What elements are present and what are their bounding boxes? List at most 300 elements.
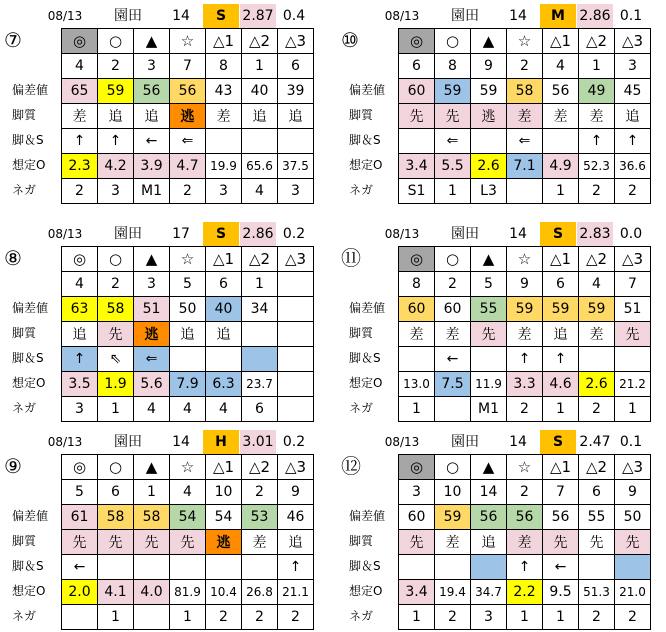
table-cell: 56 <box>543 505 579 530</box>
row-label: 脚質 <box>349 108 374 122</box>
table-cell: 逃 <box>134 322 170 347</box>
table-cell: 39 <box>278 79 314 104</box>
table-cell: 5 <box>471 272 507 297</box>
table-cell: 先 <box>615 530 651 555</box>
table-row <box>62 397 314 422</box>
table-cell: 7 <box>543 480 579 505</box>
table-cell: 51 <box>615 297 651 322</box>
table-cell: 23.7 <box>242 372 278 397</box>
table-cell: ↑ <box>62 347 98 372</box>
table-cell: ↑ <box>507 347 543 372</box>
table-cell: 56 <box>134 79 170 104</box>
table-cell: 19.4 <box>435 580 471 605</box>
race-panel <box>4 430 314 632</box>
header-value: 2.47 <box>579 434 611 450</box>
table-cell: 56 <box>471 505 507 530</box>
table-cell: ▲ <box>134 247 170 272</box>
header-value: 2.86 <box>577 4 613 28</box>
table-cell: ← <box>62 555 98 580</box>
table-cell: 差 <box>206 104 242 129</box>
table-cell: 1 <box>543 605 579 630</box>
table-cell: L3 <box>471 179 507 204</box>
table-row <box>399 54 651 79</box>
table-cell: 逃 <box>170 104 206 129</box>
table-cell: △3 <box>615 29 651 54</box>
table-cell: 10.4 <box>206 580 242 605</box>
table-cell <box>98 555 134 580</box>
table-row <box>62 347 314 372</box>
race-number: ⑫ <box>341 454 361 478</box>
table-cell <box>579 347 615 372</box>
table-cell: 差 <box>435 322 471 347</box>
table-cell: 4.2 <box>98 154 134 179</box>
table-cell: ○ <box>435 455 471 480</box>
table-row <box>62 129 314 154</box>
table-cell <box>278 322 314 347</box>
table-cell: 2 <box>435 605 471 630</box>
table-cell: 4.7 <box>170 154 206 179</box>
table-cell: 6 <box>579 480 615 505</box>
table-cell: 2.2 <box>507 580 543 605</box>
table-cell: 2 <box>579 397 615 422</box>
table-cell: ▲ <box>471 29 507 54</box>
table-cell: M1 <box>471 397 507 422</box>
race-header <box>4 4 314 28</box>
table-cell: ○ <box>98 455 134 480</box>
table-cell: 36.6 <box>615 154 651 179</box>
table-cell: 追 <box>170 322 206 347</box>
table-cell: 60 <box>399 79 435 104</box>
table-cell: 1 <box>134 480 170 505</box>
table-row <box>399 347 651 372</box>
table-row <box>62 247 314 272</box>
table-cell: 追 <box>615 104 651 129</box>
race-header <box>341 4 651 28</box>
table-cell: 53 <box>242 505 278 530</box>
table-cell: 2 <box>98 272 134 297</box>
race-number: ⑦ <box>4 28 22 52</box>
row-label: 偏差値 <box>349 509 386 523</box>
table-cell: 追 <box>134 104 170 129</box>
table-cell: 4 <box>170 397 206 422</box>
table-cell: △2 <box>242 455 278 480</box>
table-cell: 1 <box>435 179 471 204</box>
table-cell: 4 <box>62 272 98 297</box>
table-cell: 9 <box>471 54 507 79</box>
row-label: 脚＆S <box>12 133 44 147</box>
table-cell: 21.0 <box>615 580 651 605</box>
table-cell: 1 <box>242 272 278 297</box>
table-cell: 2 <box>62 179 98 204</box>
table-row <box>399 505 651 530</box>
header-count: 14 <box>509 226 527 242</box>
table-cell: 3 <box>98 179 134 204</box>
table-cell: 59 <box>435 79 471 104</box>
table-cell: 3 <box>471 605 507 630</box>
table-cell: 先 <box>399 530 435 555</box>
table-cell: 61 <box>62 505 98 530</box>
race-header <box>341 430 651 454</box>
table-cell: 差 <box>579 322 615 347</box>
table-cell <box>471 129 507 154</box>
table-cell <box>435 555 471 580</box>
table-cell: 5.5 <box>435 154 471 179</box>
header-value: 2.83 <box>577 222 613 246</box>
table-cell: 追 <box>62 322 98 347</box>
table-cell: 1 <box>98 605 134 630</box>
table-cell: 4 <box>62 54 98 79</box>
table-cell: ⇐ <box>134 347 170 372</box>
header-count: 14 <box>509 8 527 24</box>
table-cell: ↑ <box>543 347 579 372</box>
table-cell <box>543 129 579 154</box>
table-cell <box>278 129 314 154</box>
row-label: ネガ <box>349 183 374 197</box>
table-cell <box>242 322 278 347</box>
table-cell: 60 <box>435 297 471 322</box>
row-label: 偏差値 <box>349 301 386 315</box>
table-cell <box>471 347 507 372</box>
table-cell: ← <box>543 555 579 580</box>
table-cell <box>471 555 507 580</box>
table-cell: 55 <box>579 505 615 530</box>
table-cell: 5 <box>62 480 98 505</box>
header-venue: 園田 <box>114 226 142 242</box>
table-cell: 差 <box>62 104 98 129</box>
row-label: 想定O <box>349 376 383 390</box>
table-cell <box>278 272 314 297</box>
table-cell: △1 <box>206 29 242 54</box>
table-cell: 4 <box>579 272 615 297</box>
table-cell: ▲ <box>134 29 170 54</box>
table-cell <box>242 347 278 372</box>
table-cell: 先 <box>435 104 471 129</box>
race-number: ⑩ <box>341 28 359 52</box>
table-cell: ☆ <box>507 247 543 272</box>
table-cell: △1 <box>543 247 579 272</box>
table-cell: 34 <box>242 297 278 322</box>
header-venue: 園田 <box>451 8 479 24</box>
table-cell: 2 <box>206 605 242 630</box>
table-row <box>62 605 314 630</box>
row-label: 脚＆S <box>349 351 381 365</box>
header-diff: 0.1 <box>619 8 643 24</box>
race-body <box>4 246 314 424</box>
table-cell <box>399 347 435 372</box>
table-cell <box>615 555 651 580</box>
header-value: 2.87 <box>240 4 276 28</box>
table-row <box>62 104 314 129</box>
table-row <box>62 555 314 580</box>
row-label: 脚質 <box>349 534 374 548</box>
table-cell: 5 <box>170 272 206 297</box>
table-cell: 65 <box>62 79 98 104</box>
race-table <box>61 246 314 422</box>
table-cell: 7.9 <box>170 372 206 397</box>
table-cell: 先 <box>579 530 615 555</box>
table-cell: 56 <box>543 79 579 104</box>
race-header <box>4 222 314 246</box>
table-cell: 3.4 <box>399 154 435 179</box>
table-cell: 追 <box>471 530 507 555</box>
table-cell: 14 <box>471 480 507 505</box>
table-cell <box>170 347 206 372</box>
table-cell: 59 <box>543 297 579 322</box>
header-date: 08/13 <box>384 435 420 449</box>
table-cell: 50 <box>615 505 651 530</box>
table-cell: 21.2 <box>615 372 651 397</box>
table-row <box>399 129 651 154</box>
race-table <box>398 454 651 630</box>
table-cell: 1 <box>98 397 134 422</box>
table-cell: 差 <box>507 322 543 347</box>
table-cell: ☆ <box>507 455 543 480</box>
table-cell: 1 <box>543 397 579 422</box>
race-table <box>61 454 314 630</box>
table-cell: 3.5 <box>62 372 98 397</box>
race-panel <box>4 222 314 424</box>
table-cell <box>278 372 314 397</box>
table-cell: 差 <box>242 530 278 555</box>
table-cell <box>206 129 242 154</box>
race-header <box>4 430 314 454</box>
table-cell: 9 <box>507 272 543 297</box>
table-cell: 6 <box>242 397 278 422</box>
race-panel <box>341 430 651 632</box>
table-cell: 58 <box>134 505 170 530</box>
header-value: 3.01 <box>240 430 276 454</box>
table-cell: ← <box>134 129 170 154</box>
table-cell <box>615 347 651 372</box>
table-cell: 52.3 <box>579 154 615 179</box>
table-cell: 4 <box>206 397 242 422</box>
table-cell: 34.7 <box>471 580 507 605</box>
row-label: 想定O <box>12 158 46 172</box>
row-label: 偏差値 <box>12 509 49 523</box>
table-cell: 43 <box>206 79 242 104</box>
header-letter: S <box>540 222 576 246</box>
table-cell: ▲ <box>134 455 170 480</box>
table-cell: 50 <box>170 297 206 322</box>
table-row <box>399 322 651 347</box>
table-cell: △1 <box>543 29 579 54</box>
table-cell: 56 <box>170 79 206 104</box>
table-cell <box>579 555 615 580</box>
table-cell: ○ <box>98 247 134 272</box>
table-row <box>399 397 651 422</box>
table-cell: △3 <box>278 247 314 272</box>
table-cell: 先 <box>471 322 507 347</box>
table-cell <box>278 297 314 322</box>
table-cell: △2 <box>242 29 278 54</box>
table-cell: M1 <box>134 179 170 204</box>
table-cell: 7.1 <box>507 154 543 179</box>
table-cell: 3 <box>62 397 98 422</box>
table-cell <box>399 555 435 580</box>
table-cell <box>242 555 278 580</box>
table-cell: 2 <box>615 179 651 204</box>
table-cell: ↑ <box>98 129 134 154</box>
header-diff: 0.1 <box>619 434 643 450</box>
header-count: 17 <box>172 226 190 242</box>
table-cell: 1 <box>543 179 579 204</box>
table-cell: ☆ <box>170 247 206 272</box>
table-cell: 3.9 <box>134 154 170 179</box>
table-cell: ↑ <box>579 129 615 154</box>
table-row <box>62 54 314 79</box>
table-row <box>399 79 651 104</box>
table-cell: ◎ <box>399 247 435 272</box>
row-label: 脚＆S <box>349 559 381 573</box>
table-cell <box>170 555 206 580</box>
table-cell: 追 <box>206 322 242 347</box>
table-cell: 59 <box>579 297 615 322</box>
header-letter: M <box>540 4 576 28</box>
table-cell: 7 <box>615 272 651 297</box>
table-cell: 差 <box>507 530 543 555</box>
race-body <box>4 28 314 206</box>
table-cell: 追 <box>543 322 579 347</box>
header-venue: 園田 <box>451 434 479 450</box>
table-cell: 3 <box>134 54 170 79</box>
table-cell: 60 <box>399 505 435 530</box>
table-cell: ▲ <box>471 455 507 480</box>
header-count: 14 <box>172 434 190 450</box>
table-cell: ◎ <box>62 247 98 272</box>
table-cell: 2 <box>170 179 206 204</box>
table-cell: 2 <box>507 54 543 79</box>
table-row <box>399 605 651 630</box>
table-cell: ◎ <box>399 455 435 480</box>
table-cell: 先 <box>615 322 651 347</box>
header-diff: 0.2 <box>282 226 306 242</box>
table-cell: 4.9 <box>543 154 579 179</box>
table-cell: 10 <box>206 480 242 505</box>
table-cell: ▲ <box>471 247 507 272</box>
table-cell: 59 <box>507 297 543 322</box>
table-cell: 26.8 <box>242 580 278 605</box>
row-label: ネガ <box>349 609 374 623</box>
table-cell <box>399 129 435 154</box>
table-cell <box>242 129 278 154</box>
table-cell: 1 <box>399 397 435 422</box>
table-row <box>62 455 314 480</box>
table-row <box>399 247 651 272</box>
race-panel <box>4 4 314 206</box>
table-cell: 差 <box>435 530 471 555</box>
table-cell: 6 <box>278 54 314 79</box>
table-row <box>62 372 314 397</box>
table-row <box>399 455 651 480</box>
row-label: 脚質 <box>12 534 37 548</box>
table-cell: 55 <box>471 297 507 322</box>
table-cell: 56 <box>507 505 543 530</box>
row-label: 偏差値 <box>12 83 49 97</box>
table-cell: 8 <box>206 54 242 79</box>
table-cell: 8 <box>435 54 471 79</box>
row-label: 脚＆S <box>12 559 44 573</box>
table-row <box>62 297 314 322</box>
table-cell: 51.3 <box>579 580 615 605</box>
table-cell: ○ <box>435 29 471 54</box>
table-cell <box>278 347 314 372</box>
table-row <box>399 480 651 505</box>
row-label: 偏差値 <box>349 83 386 97</box>
table-cell <box>507 179 543 204</box>
table-cell: 5.6 <box>134 372 170 397</box>
race-table <box>398 246 651 422</box>
table-cell <box>134 605 170 630</box>
race-table <box>398 28 651 204</box>
table-cell: 37.5 <box>278 154 314 179</box>
table-row <box>62 530 314 555</box>
row-label: 脚＆S <box>12 351 44 365</box>
table-row <box>399 104 651 129</box>
table-cell: △3 <box>615 455 651 480</box>
table-cell: 差 <box>507 104 543 129</box>
table-cell: 13.0 <box>399 372 435 397</box>
table-cell: 2 <box>435 272 471 297</box>
table-cell: 逃 <box>471 104 507 129</box>
header-count: 14 <box>509 434 527 450</box>
table-cell: 81.9 <box>170 580 206 605</box>
table-cell: 1 <box>399 605 435 630</box>
table-cell: 1.9 <box>98 372 134 397</box>
row-label: 脚質 <box>349 326 374 340</box>
table-cell: △1 <box>206 455 242 480</box>
table-cell: △3 <box>278 455 314 480</box>
header-date: 08/13 <box>47 9 83 23</box>
table-cell: ⇖ <box>98 347 134 372</box>
table-cell: ↑ <box>278 555 314 580</box>
table-cell: 58 <box>507 79 543 104</box>
table-cell: 1 <box>507 605 543 630</box>
header-venue: 園田 <box>114 8 142 24</box>
row-label: ネガ <box>12 183 37 197</box>
table-row <box>62 179 314 204</box>
table-cell: 先 <box>170 530 206 555</box>
header-venue: 園田 <box>114 434 142 450</box>
header-venue: 園田 <box>451 226 479 242</box>
race-body <box>341 28 651 206</box>
table-cell: 追 <box>278 530 314 555</box>
race-header <box>341 222 651 246</box>
table-cell: 2 <box>242 605 278 630</box>
table-cell: 4 <box>543 54 579 79</box>
table-cell: 7 <box>170 54 206 79</box>
race-panel <box>341 222 651 424</box>
header-value: 2.86 <box>240 222 276 246</box>
table-cell: 1 <box>170 605 206 630</box>
table-cell: △1 <box>543 455 579 480</box>
table-cell: 先 <box>399 104 435 129</box>
table-cell: 4.1 <box>98 580 134 605</box>
row-label: 想定O <box>12 376 46 390</box>
table-cell: 6 <box>98 480 134 505</box>
table-cell: 19.9 <box>206 154 242 179</box>
table-cell: 6 <box>399 54 435 79</box>
table-row <box>399 297 651 322</box>
table-row <box>62 480 314 505</box>
table-cell: 6.3 <box>206 372 242 397</box>
table-cell: 60 <box>399 297 435 322</box>
table-row <box>399 272 651 297</box>
table-row <box>62 29 314 54</box>
table-row <box>62 79 314 104</box>
race-body <box>341 454 651 632</box>
table-cell: 先 <box>62 530 98 555</box>
table-row <box>399 29 651 54</box>
